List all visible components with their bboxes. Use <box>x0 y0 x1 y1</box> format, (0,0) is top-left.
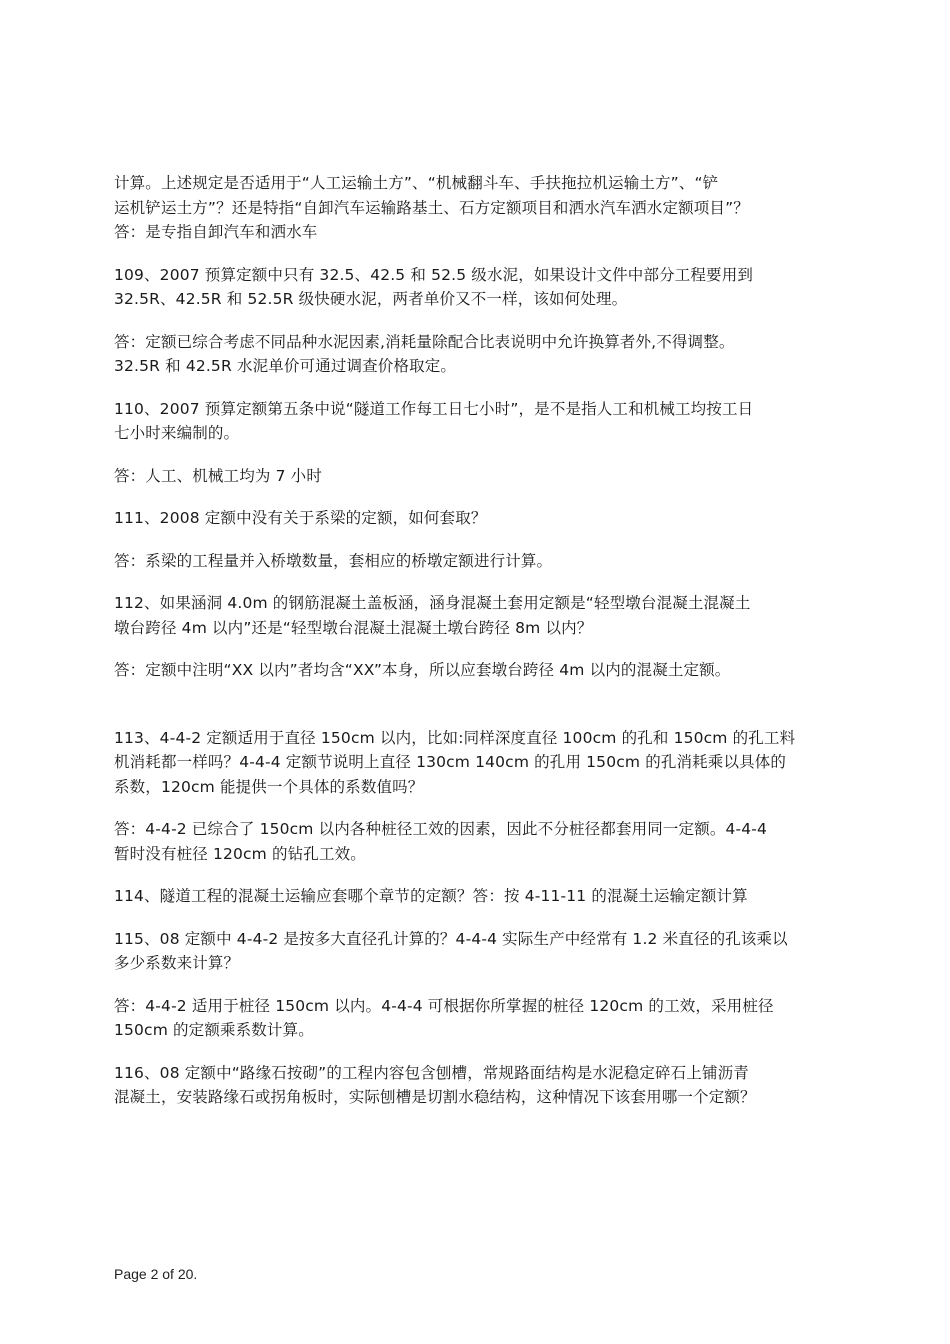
question-112 <box>114 591 854 640</box>
paragraph-continuation <box>114 171 854 245</box>
text-line: 计算。上述规定是否适用于“人工运输土方”、“机械翻斗车、手扶拖拉机运输土方”、“铲 <box>114 174 719 192</box>
page-body <box>114 171 854 1110</box>
text-line: 答：人工、机械工均为 7 小时 <box>114 466 322 485</box>
question-109 <box>114 263 854 312</box>
text-line: 答：定额中注明“XX 以内”者均含“XX”本身，所以应套墩台跨径 4m 以内的混凝土定额。 <box>114 661 731 679</box>
text-line: 系数，120cm 能提供一个具体的系数值吗？ <box>114 777 424 796</box>
text-line: 112、如果涵洞 4.0m 的钢筋混凝土盖板涵，涵身混凝土套用定额是“轻型墩台混凝土混凝土 <box>114 594 751 612</box>
text-line: 答：4-4-2 已综合了 150cm 以内各种桩径工效的因素，因此不分桩径都套用同一定额。4-4-4 <box>114 820 768 838</box>
text-line: 150cm 的定额乘系数计算。 <box>114 1021 314 1039</box>
text-line: 109、2007 预算定额中只有 32.5、42.5 和 52.5 级水泥，如果设计文件中部分工程要用到 <box>114 265 754 284</box>
text-line: 答：是专指自卸汽车和洒水车 <box>114 223 318 241</box>
text-line: 113、4-4-2 定额适用于直径 150cm 以内，比如:同样深度直径 100cm 的孔和 150cm 的孔工料 <box>114 728 796 747</box>
text-line: 答：4-4-2 适用于桩径 150cm 以内。4-4-4 可根据你所掌握的桩径 120cm 的工效，采用桩径 <box>114 996 774 1015</box>
text-line: 运机铲运土方”？还是特指“自卸汽车运输路基土、石方定额项目和洒水汽车洒水定额项目”？ <box>114 198 749 217</box>
text-line: 110、2007 预算定额第五条中说“隧道工作每工日七小时”，是不是指人工和机械工均按工日 <box>114 399 754 418</box>
text-line: 111、2008 定额中没有关于系梁的定额，如何套取？ <box>114 509 487 527</box>
question-111 <box>114 506 854 531</box>
answer-111 <box>114 549 854 574</box>
text-line: 混凝土，安装路缘石或拐角板时，实际刨槽是切割水稳结构，这种情况下该套用哪一个定额？ <box>114 1088 756 1106</box>
text-line: 多少系数来计算？ <box>114 954 240 972</box>
question-110 <box>114 397 854 446</box>
text-line: 墩台跨径 4m 以内”还是“轻型墩台混凝土混凝土墩台跨径 8m 以内？ <box>114 618 593 637</box>
question-116 <box>114 1061 854 1110</box>
question-113 <box>114 726 854 800</box>
page-number-footer: Page 2 of 20. <box>114 1266 198 1282</box>
text-line: 115、08 定额中 4-4-2 是按多大直径孔计算的？4-4-4 实际生产中经常有 1.2 米直径的孔该乘以 <box>114 929 788 948</box>
answer-109 <box>114 330 854 379</box>
text-line: 116、08 定额中“路缘石按砌”的工程内容包含刨槽，常规路面结构是水泥稳定碎石上铺沥青 <box>114 1063 749 1082</box>
text-line: 114、隧道工程的混凝土运输应套哪个章节的定额？答：按 4-11-11 的混凝土运输定额计算 <box>114 887 748 905</box>
answer-112 <box>114 658 854 683</box>
text-line: 机消耗都一样吗？4-4-4 定额节说明上直径 130cm 140cm 的孔用 150cm 的孔消耗乘以具体的 <box>114 753 787 771</box>
text-line: 32.5R、42.5R 和 52.5R 级快硬水泥，两者单价又不一样，该如何处理。 <box>114 290 628 308</box>
text-line: 答：系梁的工程量并入桥墩数量，套相应的桥墩定额进行计算。 <box>114 551 553 570</box>
text-line: 32.5R 和 42.5R 水泥单价可通过调查价格取定。 <box>114 357 457 375</box>
answer-115 <box>114 994 854 1043</box>
answer-113 <box>114 817 854 866</box>
text-line: 七小时来编制的。 <box>114 424 240 442</box>
question-114 <box>114 884 854 909</box>
text-line: 暂时没有桩径 120cm 的钻孔工效。 <box>114 844 366 863</box>
question-115 <box>114 927 854 976</box>
text-line: 答：定额已综合考虑不同品种水泥因素,消耗量除配合比表说明中允许换算者外,不得调整。 <box>114 332 735 351</box>
answer-110 <box>114 464 854 489</box>
